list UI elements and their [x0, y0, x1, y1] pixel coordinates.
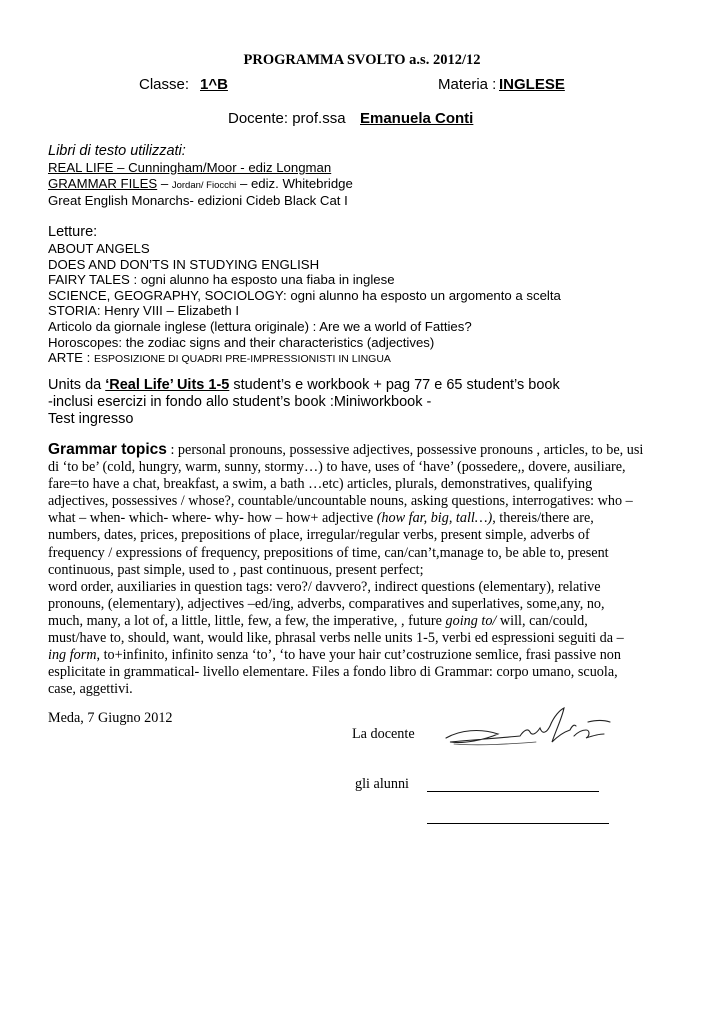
textbook-dash: – — [157, 175, 172, 191]
grammar-line: di ‘to be’ (cold, hungry, warm, sunny, stormy…) to have, uses of ‘have’ (possedere,, dovere, ausiliare, — [48, 459, 626, 476]
units-suffix: student’s e workbook + pag 77 e 65 student’s book — [229, 377, 560, 393]
materia-label: Materia : — [438, 76, 497, 93]
units-section — [48, 377, 560, 428]
textbooks-section — [48, 143, 353, 209]
grammar-line: must/have to, should, want, would like, phrasal verbs nelle units 1-5, verbi ed espressioni seguiti da – — [48, 630, 624, 647]
grammar-text: what – when- which- where- why- how – how+ adjective — [48, 510, 377, 527]
textbook-real-life: REAL LIFE – Cunningham/Moor - ediz Longman — [48, 160, 332, 175]
units-line-3: Test ingresso — [48, 411, 134, 427]
grammar-text-italic: (how far, big, tall…) — [376, 510, 493, 527]
grammar-text: , to+infinito, infinito senza ‘to’, ‘to have your hair cut’costruzione semlice, frasi passive non — [96, 647, 621, 664]
grammar-topics-section — [48, 441, 660, 698]
place-date: Meda, 7 Giugno 2012 — [48, 710, 173, 726]
grammar-text-italic: ing form — [48, 647, 97, 664]
docente-label: Docente: prof.ssa — [228, 110, 346, 127]
textbook-grammar-files-publisher: – ediz. Whitebridge — [236, 175, 353, 191]
document-title: PROGRAMMA SVOLTO a.s. 2012/12 — [243, 52, 481, 68]
grammar-line: esplicitate in grammatical- livello elementare. Files a fondo libro di Grammar: corpo umano, scuola, — [48, 664, 618, 681]
grammar-line: fare=to have a chat, breakfast, a swim, a bath …etc) articles, plurals, demonstratives, qualifying — [48, 476, 593, 493]
reading-item-arte — [48, 350, 561, 368]
classe-value: 1^B — [200, 76, 228, 93]
textbook-grammar-files-title: GRAMMAR FILES — [48, 175, 158, 191]
grammar-line: case, aggettivi. — [48, 681, 133, 698]
grammar-line — [48, 441, 660, 459]
units-line-1 — [48, 377, 560, 394]
reading-item: Articolo da giornale inglese (lettura originale) : Are we a world of Fatties? — [48, 318, 472, 334]
grammar-text: , thereis/there are, — [492, 510, 594, 527]
reading-item: FAIRY TALES : ogni alunno ha esposto una fiaba in inglese — [48, 272, 395, 288]
grammar-text: much, many, a lot of, a little, little, few, a few, the imperative, , future — [48, 612, 446, 629]
grammar-line — [48, 613, 660, 630]
students-signature-line-2 — [427, 823, 609, 824]
grammar-line: pronouns, (elementary), adjectives –ed/ing, adverbs, comparatives and superlatives, some,any, no, — [48, 595, 605, 612]
grammar-text: : personal pronouns, possessive adjectives, possessive pronouns , articles, to be, usi — [166, 442, 644, 458]
arte-text: ESPOSIZIONE DI QUADRI PRE-IMPRESSIONISTI IN LINGUA — [93, 353, 391, 366]
textbook-grammar-files-authors: Jordan/ Fiocchi — [171, 179, 237, 191]
readings-section — [48, 224, 561, 368]
materia-value: INGLESE — [499, 76, 565, 93]
grammar-line: numbers, dates, prices, prepositions of place, irregular/regular verbs, present simple, adverbs of — [48, 527, 590, 544]
reading-item: Horoscopes: the zodiac signs and their characteristics (adjectives) — [48, 334, 435, 350]
reading-item: DOES AND DON’TS IN STUDYING ENGLISH — [48, 256, 320, 272]
grammar-topics-label: Grammar topics — [48, 441, 167, 458]
grammar-line — [48, 647, 660, 664]
grammar-text-italic: going to/ — [445, 612, 497, 629]
reading-item: SCIENCE, GEOGRAPHY, SOCIOLOGY: ogni alunno ha esposto un argomento a scelta — [48, 287, 561, 303]
grammar-text: will, can/could, — [496, 612, 588, 629]
grammar-line: frequency / expressions of frequency, prepositions of time, can/can’t,manage to, be able to, present — [48, 544, 609, 561]
arte-label: ARTE : — [48, 350, 94, 366]
docente-name: Emanuela Conti — [360, 110, 474, 127]
textbook-monarchs: Great English Monarchs- edizioni Cideb Black Cat I — [48, 193, 348, 209]
classe-label: Classe: — [139, 76, 190, 93]
units-highlight: ‘Real Life’ Uits 1-5 — [105, 377, 230, 393]
teacher-signature-label: La docente — [352, 726, 415, 742]
grammar-line — [48, 510, 660, 527]
students-signature-line-1 — [427, 791, 599, 792]
students-signature-label: gli alunni — [355, 776, 409, 792]
reading-item: ABOUT ANGELS — [48, 241, 150, 256]
textbooks-heading: Libri di testo utilizzati: — [48, 143, 186, 159]
teacher-signature — [440, 700, 630, 756]
grammar-line: word order, auxiliaries in question tags: vero?/ davvero?, indirect questions (elementary), relative — [48, 578, 601, 595]
grammar-line: adjectives, possessives / whose?, countable/uncountable nouns, asking questions, interrogatives: who – — [48, 493, 633, 510]
textbook-grammar-files — [48, 176, 353, 194]
units-line-2: -inclusi esercizi in fondo allo student’s book :Miniworkbook - — [48, 394, 432, 410]
grammar-line: continuous, past simple, used to , past continuous, present perfect; — [48, 561, 424, 578]
readings-heading: Letture: — [48, 224, 98, 240]
units-prefix: Units da — [48, 377, 106, 393]
reading-item: STORIA: Henry VIII – Elizabeth I — [48, 303, 240, 319]
